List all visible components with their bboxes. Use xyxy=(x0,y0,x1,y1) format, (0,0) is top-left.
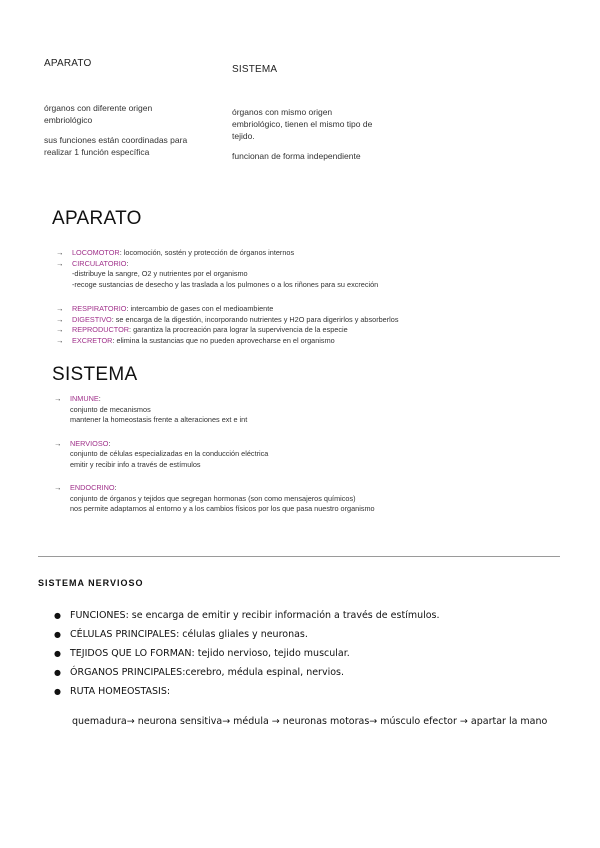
list-item xyxy=(54,606,564,625)
compare-right-title: SISTEMA xyxy=(232,64,278,75)
list-item xyxy=(54,394,574,405)
compare-right-line: tejido. xyxy=(232,131,255,141)
compare-right-line: funcionan de forma independiente xyxy=(232,151,361,161)
compare-right-text xyxy=(232,106,372,162)
section-divider xyxy=(38,556,560,557)
arrow-icon: → xyxy=(56,335,64,345)
list-item xyxy=(54,644,564,663)
item-name: LOCOMOTOR xyxy=(72,248,120,257)
item-sub: -distribuye la sangre, O2 y nutrientes por el organismo xyxy=(72,269,248,278)
item-name: NERVIOSO xyxy=(70,438,109,448)
arrow-icon: → xyxy=(56,258,64,268)
item-desc: : elimina la sustancias que no pueden aprovecharse en el organismo xyxy=(112,335,335,345)
item-sub: -recoge sustancias de desecho y las traslada a los pulmones o a los riñones para su excreción xyxy=(72,279,379,289)
list-item xyxy=(56,248,576,259)
list-item xyxy=(56,336,576,347)
list-item xyxy=(56,259,576,270)
item-sub: conjunto de células especializadas en la conducción eléctrica xyxy=(70,449,269,458)
arrow-icon: → xyxy=(56,248,64,257)
item-desc: : intercambio de gases con el medioambiente xyxy=(126,304,274,313)
list-item xyxy=(54,682,564,701)
item-name: CIRCULATORIO xyxy=(72,258,127,268)
arrow-icon: → xyxy=(54,438,62,448)
compare-left-title: APARATO xyxy=(44,58,92,69)
compare-left-text xyxy=(44,102,187,158)
item-desc: : xyxy=(114,483,117,492)
arrow-icon: → xyxy=(56,314,64,324)
compare-right-line: órganos con mismo origen xyxy=(232,107,333,117)
bullet-icon: ● xyxy=(54,630,61,639)
bullet-icon: ● xyxy=(54,649,61,658)
item-desc: : locomoción, sostén y protección de órganos internos xyxy=(119,248,295,257)
bullet-text: CÉLULAS PRINCIPALES: células gliales y neuronas. xyxy=(70,629,308,640)
bullet-text: FUNCIONES: se encarga de emitir y recibir información a través de estímulos. xyxy=(70,610,440,621)
item-name: ENDOCRINO xyxy=(70,483,115,492)
arrow-icon: → xyxy=(56,325,64,334)
sistema-title: SISTEMA xyxy=(52,364,138,385)
list-item xyxy=(54,663,564,682)
arrow-icon: → xyxy=(54,483,62,492)
item-name: EXCRETOR xyxy=(72,335,113,345)
bullet-icon: ● xyxy=(54,611,61,620)
arrow-icon: → xyxy=(56,304,64,313)
item-desc: : xyxy=(126,258,129,268)
item-sub: conjunto de órganos y tejidos que segregan hormonas (son como mensajeros químicos) xyxy=(70,493,356,503)
nervioso-title: SISTEMA NERVIOSO xyxy=(38,578,144,588)
compare-left-line: embriológico xyxy=(44,115,93,125)
ruta-homeostasis: quemadura→ neurona sensitiva→ médula → neuronas motoras→ músculo efector → apartar la mano xyxy=(72,716,548,727)
compare-left-line: órganos con diferente origen xyxy=(44,103,153,113)
aparato-title: APARATO xyxy=(52,208,142,229)
list-item xyxy=(54,439,574,450)
item-desc: : garantiza la procreación para lograr la supervivencia de la especie xyxy=(129,325,348,334)
list-item xyxy=(54,625,564,644)
item-desc: : se encarga de la digestión, incorporando nutrientes y H2O para digerirlos y absorberlos xyxy=(111,314,399,324)
list-item xyxy=(56,304,576,315)
item-name: RESPIRATORIO xyxy=(72,304,127,313)
item-name: INMUNE xyxy=(70,394,99,403)
item-sub: conjunto de mecanismos xyxy=(70,404,151,414)
nervioso-list xyxy=(54,606,564,701)
item-sub: emitir y recibir info a través de estímulos xyxy=(70,459,201,469)
item-sub: mantener la homeostasis frente a alteraciones ext e int xyxy=(70,415,248,424)
bullet-text: ÓRGANOS PRINCIPALES:cerebro, médula espinal, nervios. xyxy=(70,667,345,678)
item-name: REPRODUCTOR xyxy=(72,325,130,334)
sistema-list xyxy=(54,394,574,515)
bullet-icon: ● xyxy=(54,687,61,696)
compare-left-line: sus funciones están coordinadas para xyxy=(44,135,188,145)
bullet-text: TEJIDOS QUE LO FORMAN: tejido nervioso, tejido muscular. xyxy=(70,648,350,659)
list-item xyxy=(56,325,576,336)
item-desc: : xyxy=(108,438,111,448)
item-sub: nos permite adaptarnos al entorno y a los cambios físicos por los que pasa nuestro organismo xyxy=(70,504,375,513)
compare-right-line: embriológico, tienen el mismo tipo de xyxy=(232,119,373,129)
compare-left-line: realizar 1 función específica xyxy=(44,147,150,157)
bullet-icon: ● xyxy=(54,668,61,677)
list-item xyxy=(54,483,574,494)
bullet-text: RUTA HOMEOSTASIS: xyxy=(70,686,171,697)
item-desc: : xyxy=(98,394,101,403)
aparato-list xyxy=(56,248,576,346)
item-name: DIGESTIVO xyxy=(72,314,112,324)
arrow-icon: → xyxy=(54,394,62,403)
list-item xyxy=(56,315,576,326)
